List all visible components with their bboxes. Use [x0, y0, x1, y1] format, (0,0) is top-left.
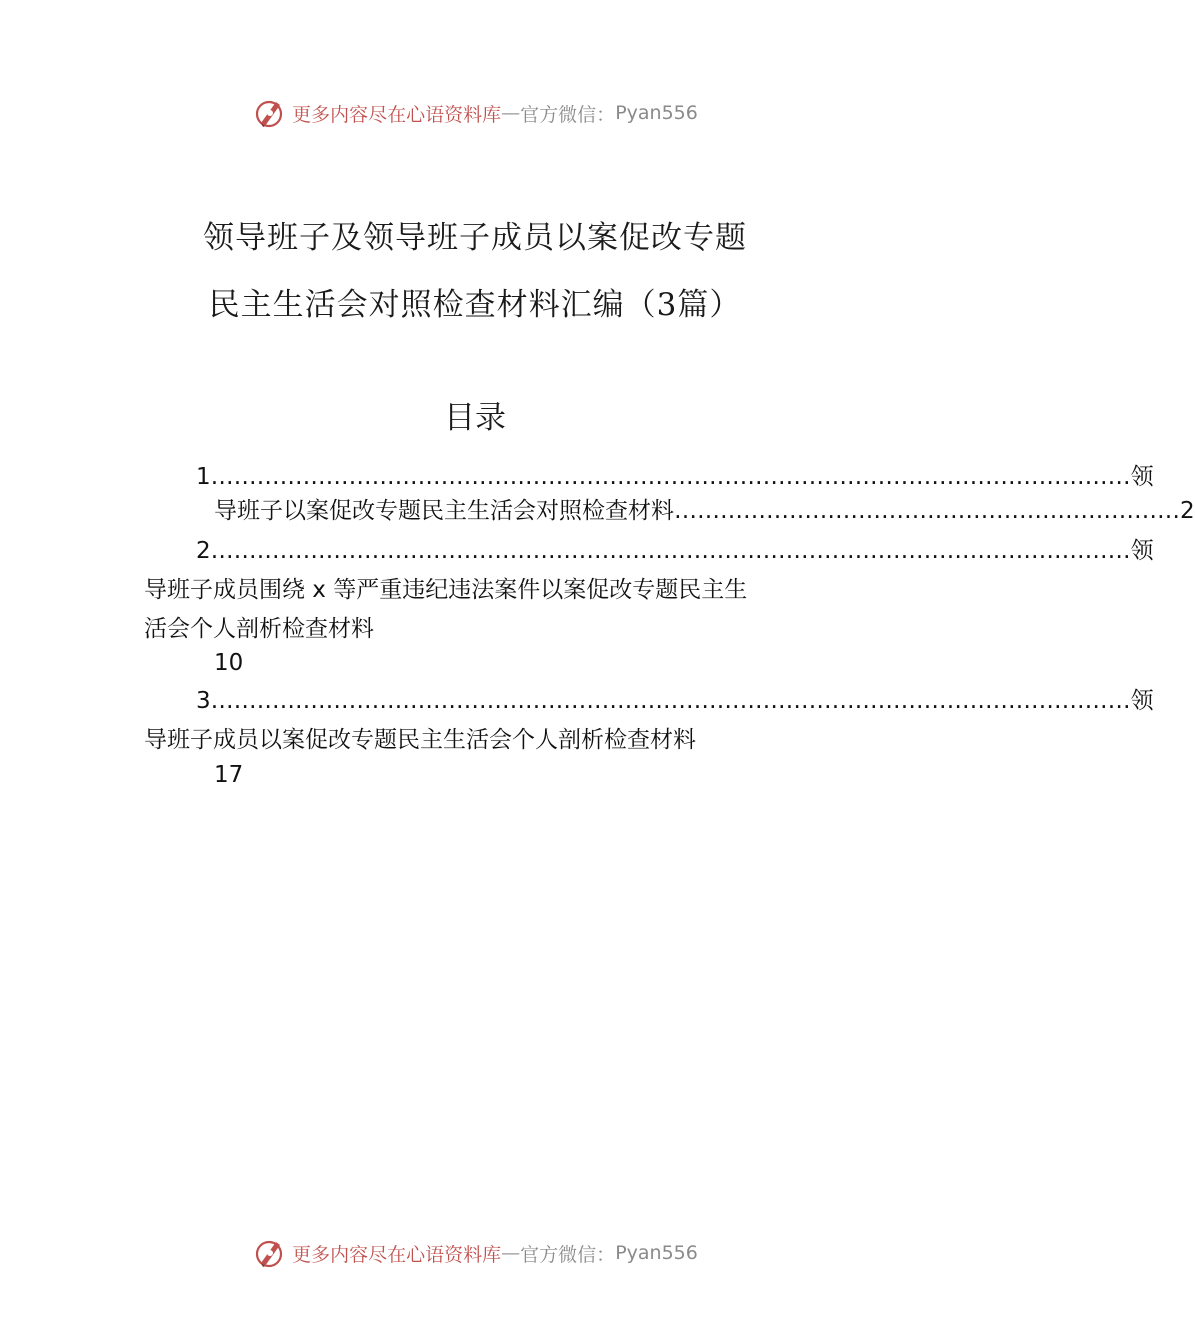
toc-entry-3-lead-char: 领 — [1130, 688, 1154, 714]
toc-entry-2-continuation-line1[interactable]: 导班子成员围绕 x 等严重违纪违法案件以案促改专题民主生 — [144, 577, 748, 603]
banner-wechat-label: 官方微信： — [520, 1243, 616, 1266]
footer-banner — [0, 1233, 950, 1273]
toc-entry-3-first-line[interactable] — [196, 686, 1154, 716]
banner-site-name: 更多内容尽在心语资料库 — [292, 1243, 502, 1266]
toc-entry-2-first-line[interactable] — [196, 536, 1154, 566]
toc-entry-3-page[interactable]: 17 — [214, 762, 244, 788]
banner-site-name: 更多内容尽在心语资料库 — [292, 103, 502, 126]
toc-leader-dots: ………………………………………………………… — [674, 498, 1180, 524]
banner-dash: — — [501, 1242, 521, 1264]
pen-circle-logo-icon — [252, 96, 286, 130]
toc-entry-1-lead-char: 领 — [1130, 464, 1154, 490]
toc-entry-2-lead-char: 领 — [1130, 538, 1154, 564]
toc-entry-1-first-line[interactable] — [196, 462, 1154, 492]
footer-banner-content — [252, 1236, 698, 1270]
pen-circle-logo-icon — [252, 1236, 286, 1270]
toc-entry-1-number: 1 — [196, 464, 211, 490]
toc-heading: 目录 — [444, 400, 506, 436]
header-banner — [0, 93, 950, 133]
toc-entry-1-second-line[interactable] — [214, 496, 1195, 526]
banner-wechat-label: 官方微信： — [520, 103, 616, 126]
banner-wechat-id: Pyan556 — [615, 102, 698, 124]
toc-entry-2-continuation-line2[interactable]: 活会个人剖析检查材料 — [144, 616, 374, 642]
toc-entry-1-continuation: 导班子以案促改专题民主生活会对照检查材料 — [214, 498, 674, 524]
document-title-line2: 民主生活会对照检查材料汇编（3篇） — [208, 287, 742, 323]
toc-leader-dots: ………………………………………………………………………………………………………… — [210, 538, 1131, 564]
toc-entry-1-page: 2 — [1180, 498, 1195, 524]
header-banner-content — [252, 96, 698, 130]
toc-entry-3-number: 3 — [196, 688, 211, 714]
banner-wechat-id: Pyan556 — [615, 1242, 698, 1264]
toc-leader-dots: ………………………………………………………………………………………………………… — [210, 464, 1131, 490]
banner-dash: — — [501, 102, 521, 124]
document-title-line1: 领导班子及领导班子成员以案促改专题 — [203, 220, 747, 256]
toc-entry-3-continuation[interactable]: 导班子成员以案促改专题民主生活会个人剖析检查材料 — [144, 727, 696, 753]
toc-leader-dots: ………………………………………………………………………………………………………… — [210, 688, 1131, 714]
toc-entry-2-number: 2 — [196, 538, 211, 564]
toc-entry-2-page[interactable]: 10 — [214, 650, 244, 676]
